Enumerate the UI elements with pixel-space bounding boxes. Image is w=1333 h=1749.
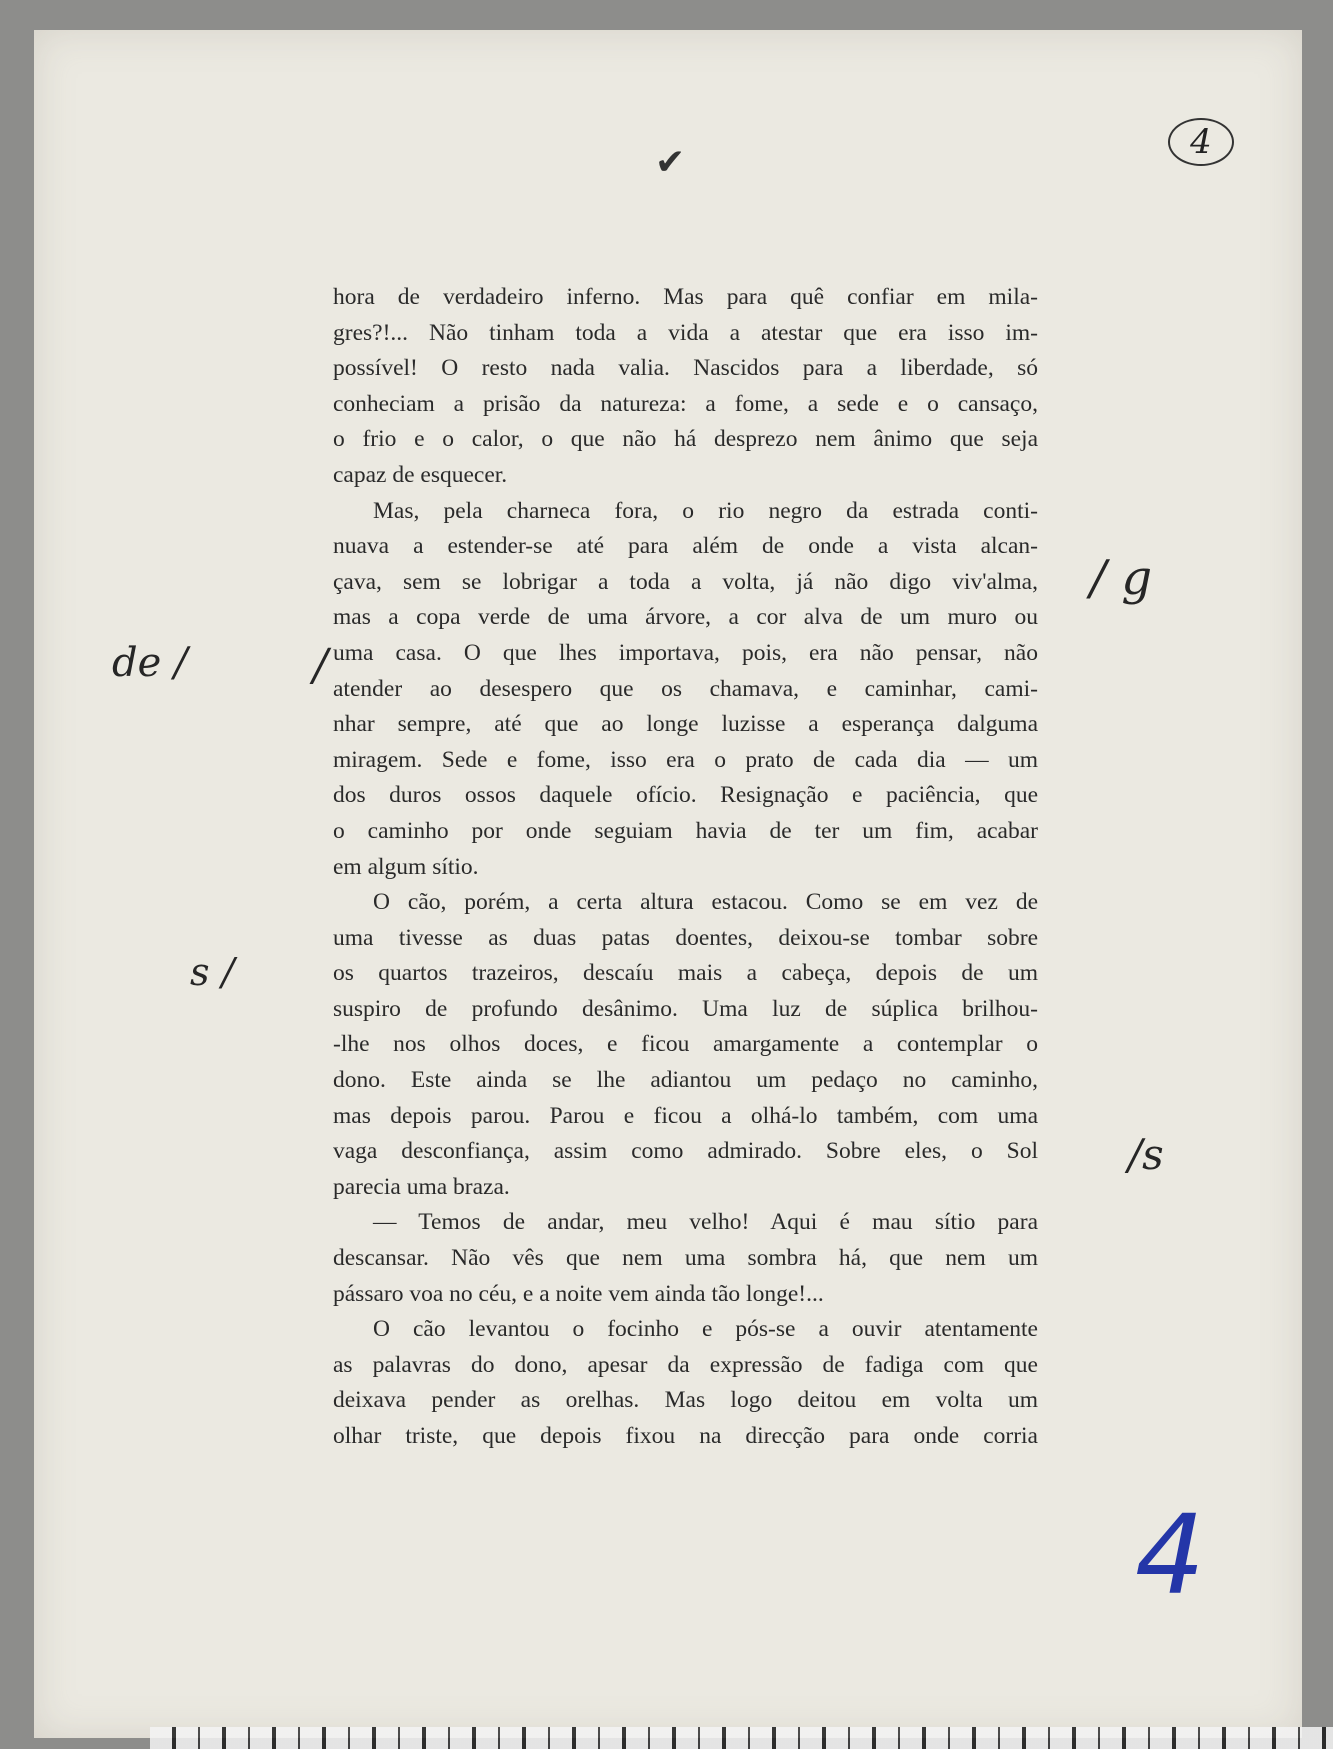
text-line: os quartos trazeiros, descaíu mais a cabeça, depois de um <box>333 960 1038 987</box>
text-line: pássaro voa no céu, e a noite vem ainda tão longe!... <box>333 1280 824 1307</box>
text-line: O cão levantou o focinho e pós-se a ouvir atentamente <box>373 1316 1038 1343</box>
text-line: mas depois parou. Parou e ficou a olhá-lo também, com uma <box>333 1102 1038 1129</box>
text-line: atender ao desespero que os chamava, e caminhar, cami- <box>333 675 1038 702</box>
blue-page-number: 4 <box>1135 1491 1205 1619</box>
text-line: possível! O resto nada valia. Nascidos para a liberdade, só <box>333 355 1038 382</box>
text-line: vaga desconfiança, assim como admirado. Sobre eles, o Sol <box>333 1138 1038 1165</box>
text-line: — Temos de andar, meu velho! Aqui é mau sítio para <box>373 1209 1038 1236</box>
text-line: descansar. Não vês que nem uma sombra há, que nem um <box>333 1245 1038 1272</box>
text-line: uma tivesse as duas patas doentes, deixou-se tombar sobre <box>333 924 1038 951</box>
body-text <box>333 280 1038 1455</box>
text-line: mas a copa verde de uma árvore, a cor alva de um muro ou <box>333 604 1038 631</box>
text-line: parecia uma braza. <box>333 1173 510 1200</box>
text-line: gres?!... Não tinham toda a vida a atestar que era isso im- <box>333 319 1038 346</box>
margin-mark-s-left: s / <box>190 950 235 994</box>
text-line: deixava pender as orelhas. Mas logo deitou em volta um <box>333 1387 1038 1414</box>
text-line: hora de verdadeiro inferno. Mas para quê confiar em mila- <box>333 284 1038 310</box>
text-line: olhar triste, que depois fixou na direcção para onde corria <box>333 1423 1038 1449</box>
text-line: em algum sítio. <box>333 853 479 880</box>
margin-mark-bar: / <box>313 640 328 691</box>
text-line: -lhe nos olhos doces, e ficou amargamente a contemplar o <box>333 1031 1038 1058</box>
text-line: uma casa. O que lhes importava, pois, era não pensar, não <box>333 639 1038 666</box>
text-line: conheciam a prisão da natureza: a fome, a sede e o cansaço, <box>333 390 1038 417</box>
text-line: as palavras do dono, apesar da expressão de fadiga com que <box>333 1351 1038 1378</box>
margin-mark-de: de / <box>112 640 188 686</box>
scan-color-strip <box>150 1727 1333 1749</box>
text-line: miragem. Sede e fome, isso era o prato de cada dia — um <box>333 746 1038 773</box>
text-line: çava, sem se lobrigar a toda a volta, já não digo viv'alma, <box>333 568 1038 595</box>
text-line: suspiro de profundo desânimo. Uma luz de súplica brilhou- <box>333 995 1038 1022</box>
checkmark-icon: ✔ <box>655 142 686 183</box>
text-line: O cão, porém, a certa altura estacou. Como se em vez de <box>373 889 1038 916</box>
text-line: Mas, pela charneca fora, o rio negro da estrada conti- <box>373 497 1038 524</box>
margin-mark-g: / g <box>1090 550 1153 606</box>
text-line: capaz de esquecer. <box>333 461 508 488</box>
text-line: dos duros ossos daquele ofício. Resignação e paciência, que <box>333 782 1038 809</box>
text-line: nhar sempre, até que ao longe luzisse a esperança dalguma <box>333 711 1038 738</box>
circled-page-number: 4 <box>1168 118 1234 166</box>
text-line: o caminho por onde seguiam havia de ter um fim, acabar <box>333 817 1038 844</box>
text-line: dono. Este ainda se lhe adiantou um pedaço no caminho, <box>333 1067 1038 1094</box>
margin-mark-s-right: /s <box>1128 1130 1164 1179</box>
text-line: nuava a estender-se até para além de onde a vista alcan- <box>333 533 1038 560</box>
text-line: o frio e o calor, o que não há desprezo nem ânimo que seja <box>333 426 1038 453</box>
